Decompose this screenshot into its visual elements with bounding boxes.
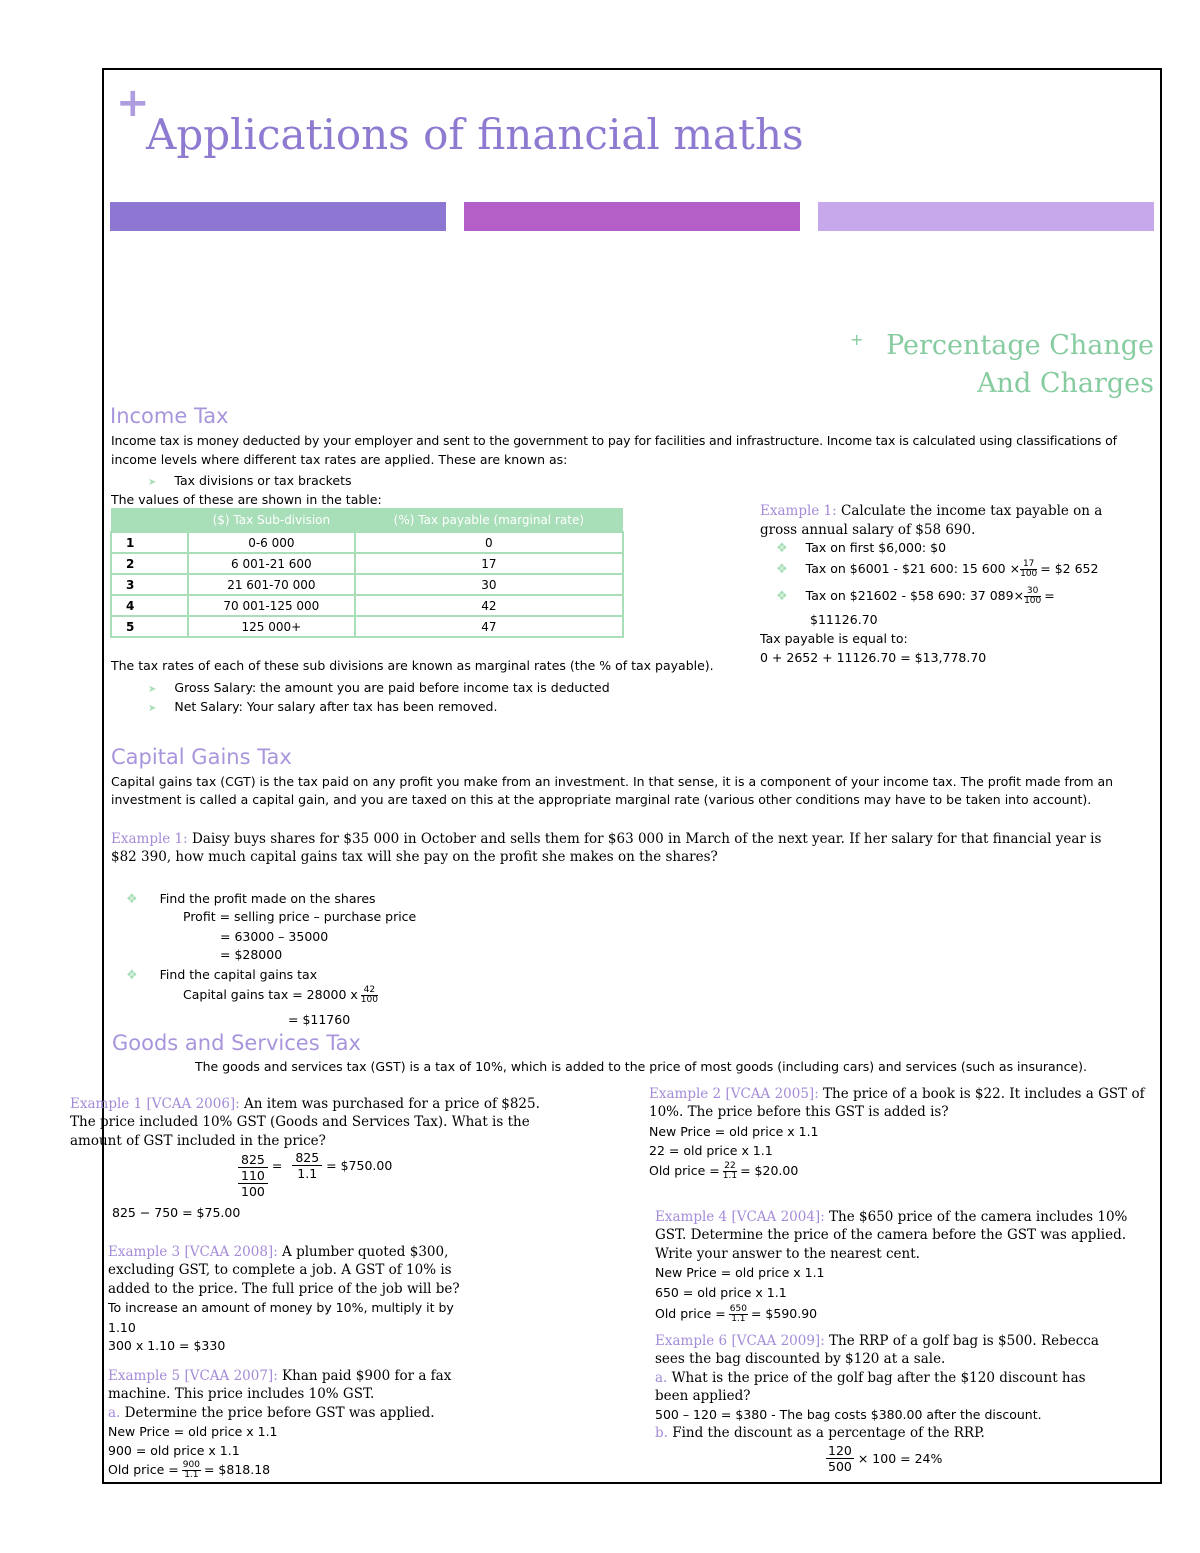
subtitle-line1: Percentage Change: [886, 330, 1154, 361]
result-text: = $590.90: [750, 1306, 818, 1321]
calc-text: Old price =: [108, 1462, 179, 1477]
cgt-example-line2: $82 390, how much capital gains tax will she pay on the profit she makes on the shares?: [111, 849, 718, 865]
gst-ex1-calc: [238, 1152, 392, 1199]
gst-ex4-l2: 650 = old price x 1.1: [655, 1285, 787, 1300]
fraction-numerator: 17: [1020, 560, 1037, 570]
cgt-step1: [126, 891, 376, 907]
fraction-denominator: 1.1: [722, 1171, 738, 1181]
gst-ex5-l1: New Price = old price x 1.1: [108, 1424, 278, 1439]
gst-ex4-l1: New Price = old price x 1.1: [655, 1265, 825, 1280]
table-cell: 0: [355, 532, 623, 553]
diamond-bullet-icon: ❖: [776, 541, 788, 556]
table-cell: 47: [355, 616, 623, 637]
table-cell: 42: [355, 595, 623, 616]
calc-text: Old price =: [655, 1306, 726, 1321]
gst-ex3-line3: added to the price. The full price of the job will be?: [108, 1281, 460, 1297]
fraction-numerator: 900: [182, 1460, 200, 1470]
gst-ex4-line1: [655, 1209, 1127, 1225]
table-cell: 0-6 000: [188, 532, 355, 553]
part-text: Find the discount as a percentage of the RRP.: [667, 1425, 985, 1441]
part-text: What is the price of the golf bag after the $120 discount has: [667, 1370, 1086, 1386]
income-step1: [776, 540, 946, 556]
gst-ex5-l3: [108, 1461, 270, 1480]
fraction-denominator: 1.1: [184, 1470, 199, 1480]
arrow-bullet-icon: ➤: [148, 477, 157, 488]
cgt-heading: Capital Gains Tax: [111, 745, 292, 769]
gst-ex3-l2: 1.10: [108, 1320, 136, 1335]
net-salary-bullet: [148, 699, 497, 714]
fraction: [1024, 587, 1041, 606]
fraction-denominator: 1.1: [297, 1166, 318, 1181]
part-label: a.: [108, 1405, 121, 1421]
arrow-bullet-icon: ➤: [148, 703, 157, 714]
income-step2: [776, 560, 1098, 579]
fraction: [182, 1461, 201, 1480]
fraction-denominator: 100: [360, 995, 378, 1005]
gst-ex6-line2: sees the bag discounted by $120 at a sale.: [655, 1351, 946, 1367]
fraction: [1020, 560, 1037, 579]
example-text: Daisy buys shares for $35 000 in October and sells them for $63 000 in March of the next year. If her salary for that financial year is: [187, 831, 1102, 847]
gst-ex6-calc: [826, 1443, 942, 1474]
fraction: [729, 1305, 748, 1324]
table-header-cell: ($) Tax Sub-division: [188, 508, 355, 532]
fraction-numerator: 825: [238, 1152, 268, 1168]
example-text: The price of a book is $22. It includes a GST of: [818, 1086, 1145, 1102]
gst-ex2-l1: New Price = old price x 1.1: [649, 1124, 819, 1139]
table-row: [111, 553, 623, 574]
table-cell: 1: [111, 532, 188, 553]
fraction: [361, 986, 378, 1005]
fraction-inner-numerator: 110: [238, 1168, 268, 1184]
cgt-intro-1: Capital gains tax (CGT) is the tax paid on any profit you make from an investment. In that sense, it is a component of your income tax. The profit made from an: [111, 774, 1114, 789]
gst-ex2-l2: 22 = old price x 1.1: [649, 1143, 773, 1158]
income-tax-bullet: [148, 473, 352, 488]
example-label: Example 5 [VCAA 2007]:: [108, 1368, 278, 1384]
fraction-numerator: 22: [724, 1161, 736, 1171]
tax-table-header: [111, 508, 623, 532]
diamond-bullet-icon: ❖: [126, 968, 138, 983]
table-cell: 125 000+: [188, 616, 355, 637]
gst-ex2-line1: [649, 1086, 1145, 1102]
cgt-profit-3: = $28000: [220, 947, 283, 962]
part-label: b.: [655, 1425, 668, 1441]
table-cell: 21 601-70 000: [188, 574, 355, 595]
tax-payable-calc: 0 + 2652 + 11126.70 = $13,778.70: [760, 650, 987, 665]
example-text: A plumber quoted $300,: [277, 1244, 449, 1260]
gst-heading: Goods and Services Tax: [112, 1031, 361, 1055]
example-text: The RRP of a golf bag is $500. Rebecca: [824, 1333, 1099, 1349]
income-tax-heading: Income Tax: [110, 404, 229, 428]
step-text: Tax on first $6,000: $0: [805, 540, 947, 555]
fraction: [826, 1443, 854, 1474]
gst-ex4-line3: Write your answer to the nearest cent.: [655, 1246, 920, 1262]
gst-ex5-line1: [108, 1368, 451, 1384]
step-text: Tax on $6001 - $21 600: 15 600 ×: [805, 561, 1021, 576]
step-text: Find the profit made on the shares: [159, 891, 376, 906]
fraction-denominator: 100: [1024, 596, 1042, 606]
example-label: Example 1:: [111, 831, 188, 847]
table-cell: 17: [355, 553, 623, 574]
fraction-denominator: 1.1: [731, 1314, 746, 1324]
equals-sign: =: [271, 1158, 283, 1173]
step-text: =: [1044, 588, 1055, 603]
complex-fraction: [238, 1152, 268, 1199]
step-text: = $2 652: [1040, 561, 1099, 576]
tax-payable-label: Tax payable is equal to:: [760, 631, 908, 646]
header-bar-3: [818, 202, 1154, 231]
gst-ex2-line2: 10%. The price before this GST is added is?: [649, 1104, 949, 1120]
result-text: = $818.18: [203, 1462, 271, 1477]
example-label: Example 1:: [760, 503, 837, 519]
fraction-numerator: 650: [729, 1304, 747, 1314]
result-text: × 100 = 24%: [857, 1451, 943, 1466]
gst-ex4-l3: [655, 1305, 817, 1324]
income-tax-intro-2: income levels where different tax rates are applied. These are known as:: [111, 452, 568, 467]
table-cell: 4: [111, 595, 188, 616]
cgt-calc-1: [183, 986, 378, 1005]
example-text: The $650 price of the camera includes 10%: [824, 1209, 1128, 1225]
bullet-text: Tax divisions or tax brackets: [174, 473, 352, 488]
income-example-line2: gross annual salary of $58 690.: [760, 522, 976, 538]
gross-salary-bullet: [148, 680, 610, 695]
part-text: Determine the price before GST was applied.: [120, 1405, 435, 1421]
example-label: Example 1 [VCAA 2006]:: [70, 1096, 240, 1112]
fraction-numerator: 42: [361, 986, 378, 996]
example-text: Khan paid $900 for a fax: [277, 1368, 452, 1384]
gst-ex3-line2: excluding GST, to complete a job. A GST of 10% is: [108, 1262, 452, 1278]
fraction-inner-denominator: 100: [241, 1184, 265, 1199]
table-row: [111, 574, 623, 595]
gst-ex5-line2: machine. This price includes 10% GST.: [108, 1386, 375, 1402]
marginal-rates-note: The tax rates of each of these sub divisions are known as marginal rates (the % of tax payable).: [111, 658, 714, 673]
result-text: = $20.00: [740, 1163, 799, 1178]
table-cell: 70 001-125 000: [188, 595, 355, 616]
gst-ex6-part-b: [655, 1425, 985, 1441]
arrow-bullet-icon: ➤: [148, 684, 157, 695]
gst-ex6-a-answer: 500 – 120 = $380 - The bag costs $380.00 after the discount.: [655, 1407, 1042, 1422]
gst-ex1-answer: 825 − 750 = $75.00: [112, 1205, 241, 1220]
diamond-bullet-icon: ❖: [126, 892, 138, 907]
calc-text: Capital gains tax = 28000 x: [183, 987, 358, 1002]
gst-ex1-line1: [70, 1096, 540, 1112]
subtitle-plus-icon: +: [850, 330, 864, 349]
gst-intro: The goods and services tax (GST) is a tax of 10%, which is added to the price of most goods (including cars) and services (such as insurance).: [195, 1059, 1088, 1074]
fraction: [723, 1162, 737, 1181]
cgt-profit-1: Profit = selling price – purchase price: [183, 909, 417, 924]
bullet-text: Net Salary: Your salary after tax has been removed.: [174, 699, 498, 714]
example-label: Example 2 [VCAA 2005]:: [649, 1086, 819, 1102]
example-text: An item was purchased for a price of $825.: [239, 1096, 540, 1112]
cgt-profit-2: = 63000 – 35000: [220, 929, 329, 944]
gst-ex5-l2: 900 = old price x 1.1: [108, 1443, 240, 1458]
example-label: Example 6 [VCAA 2009]:: [655, 1333, 825, 1349]
header-bar-1: [110, 202, 446, 231]
diamond-bullet-icon: ❖: [776, 589, 788, 604]
fraction-numerator: 825: [292, 1150, 322, 1166]
income-example-line1: [760, 503, 1102, 519]
table-row: [111, 595, 623, 616]
income-step3: [776, 587, 1055, 606]
example-label: Example 4 [VCAA 2004]:: [655, 1209, 825, 1225]
table-header-cell: [111, 508, 188, 532]
bullet-text: Gross Salary: the amount you are paid before income tax is deducted: [174, 680, 610, 695]
fraction-denominator: 500: [828, 1459, 852, 1474]
fraction-denominator: 100: [1020, 569, 1038, 579]
header-bar-2: [464, 202, 800, 231]
cgt-example-line1: [111, 831, 1101, 847]
gst-ex3-l1: To increase an amount of money by 10%, multiply it by: [108, 1300, 454, 1315]
cgt-intro-2: investment is called a capital gain, and you are taxed on this at the appropriate marginal rate (various other conditions may have to be taken into account).: [111, 792, 1092, 807]
step-text: Tax on $21602 - $58 690: 37 089×: [805, 588, 1025, 603]
title-plus-icon: +: [116, 80, 150, 126]
calc-text: Old price =: [649, 1163, 720, 1178]
fraction-numerator: 30: [1024, 587, 1041, 597]
table-cell: 6 001-21 600: [188, 553, 355, 574]
cgt-step2: [126, 967, 317, 983]
example-text: Calculate the income tax payable on a: [836, 503, 1103, 519]
gst-ex6-line1: [655, 1333, 1099, 1349]
gst-ex5-part-a: [108, 1405, 435, 1421]
table-cell: 3: [111, 574, 188, 595]
table-cell: 2: [111, 553, 188, 574]
page-title: Applications of financial maths: [146, 110, 804, 159]
table-cell: 5: [111, 616, 188, 637]
part-label: a.: [655, 1370, 668, 1386]
gst-ex1-line3: amount of GST included in the price?: [70, 1133, 326, 1149]
gst-ex3-line1: [108, 1244, 448, 1260]
example-label: Example 3 [VCAA 2008]:: [108, 1244, 278, 1260]
diamond-bullet-icon: ❖: [776, 562, 788, 577]
result-text: = $750.00: [326, 1158, 393, 1173]
step-text: Find the capital gains tax: [159, 967, 318, 982]
table-row: [111, 532, 623, 553]
gst-ex6-part-a-1: [655, 1370, 1086, 1386]
gst-ex4-line2: GST. Determine the price of the camera before the GST was applied.: [655, 1227, 1127, 1243]
table-cell: 30: [355, 574, 623, 595]
fraction-numerator: 120: [828, 1443, 852, 1458]
table-intro: The values of these are shown in the table:: [111, 492, 382, 507]
table-row: [111, 616, 623, 637]
subtitle-line2: And Charges: [977, 368, 1154, 399]
gst-ex6-part-a-2: been applied?: [655, 1388, 751, 1404]
gst-ex1-line2: The price included 10% GST (Goods and Services Tax). What is the: [70, 1114, 530, 1130]
income-tax-intro-1: Income tax is money deducted by your employer and sent to the government to pay for facilities and infrastructure. Income tax is calculated using classifications of: [111, 433, 1117, 448]
table-header-cell: (%) Tax payable (marginal rate): [355, 508, 623, 532]
gst-ex2-l3: [649, 1162, 798, 1181]
gst-ex3-l3: 300 x 1.10 = $330: [108, 1338, 226, 1353]
fraction: [292, 1150, 322, 1181]
income-step3-result: $11126.70: [810, 612, 878, 627]
tax-table: [110, 508, 624, 638]
cgt-calc-2: = $11760: [288, 1012, 351, 1027]
